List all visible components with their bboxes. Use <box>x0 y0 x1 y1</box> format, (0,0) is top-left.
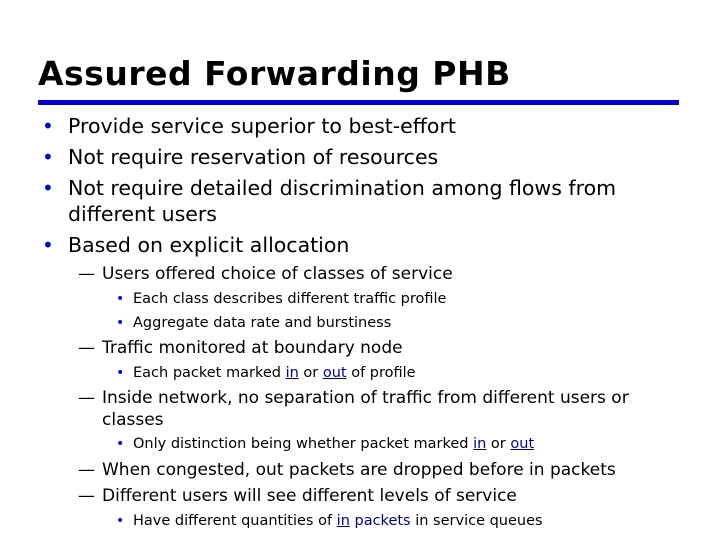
sub-bullet-text-continuation: classes <box>102 410 164 430</box>
bullet-icon <box>42 232 58 258</box>
sub-bullet-text: Users offered choice of classes of service <box>102 264 453 284</box>
text-segment: in service queues <box>410 513 543 529</box>
dash-icon <box>78 336 102 360</box>
text-segment: or <box>298 365 323 381</box>
text-segment: Have different quantities of <box>133 513 337 529</box>
title-underline <box>38 100 679 105</box>
bullet-icon <box>116 289 128 309</box>
keyword-out: out <box>322 365 347 381</box>
dash-icon <box>78 458 102 482</box>
dash-icon <box>78 484 102 508</box>
sub-bullet-text: Inside network, no separation of traffic from different users or <box>102 388 629 408</box>
keyword-in: in <box>285 365 299 381</box>
bullet-icon <box>116 511 128 531</box>
sub-bullet-text: When congested, out packets are dropped before in packets <box>102 460 616 480</box>
keyword-in: in <box>336 513 350 529</box>
bullet-text: Not require reservation of resources <box>68 145 439 169</box>
text-segment: Only distinction being whether packet marked <box>133 436 474 452</box>
bullet-icon <box>116 313 128 333</box>
text-segment: or <box>486 436 511 452</box>
bullet-text: Not require detailed discrimination among flows from <box>68 176 617 200</box>
slide-title: Assured Forwarding PHB <box>38 54 511 93</box>
bullet-icon <box>42 175 58 201</box>
keyword-in: in <box>473 436 487 452</box>
text-segment: Each packet marked <box>133 365 286 381</box>
sub-sub-bullet-text <box>133 434 534 454</box>
bullet-icon <box>116 434 128 454</box>
bullet-icon <box>42 113 58 139</box>
bullet-text: Provide service superior to best-effort <box>68 114 456 138</box>
sub-bullet-text: Different users will see different levels of service <box>102 486 517 506</box>
bullet-text-continuation: different users <box>68 202 217 226</box>
bullet-text: Based on explicit allocation <box>68 233 350 257</box>
sub-sub-bullet-text: Aggregate data rate and burstiness <box>133 315 392 331</box>
bullet-icon <box>42 144 58 170</box>
sub-sub-bullet-text <box>133 511 543 531</box>
text-segment: packets <box>349 513 411 529</box>
sub-sub-bullet-text <box>133 363 416 383</box>
keyword-out: out <box>510 436 535 452</box>
bullet-icon <box>116 363 128 383</box>
sub-sub-bullet-text: Each class describes different traffic profile <box>133 291 447 307</box>
text-segment: of profile <box>346 365 416 381</box>
sub-bullet-text: Traffic monitored at boundary node <box>102 338 403 358</box>
dash-icon <box>78 386 102 410</box>
dash-icon <box>78 262 102 286</box>
